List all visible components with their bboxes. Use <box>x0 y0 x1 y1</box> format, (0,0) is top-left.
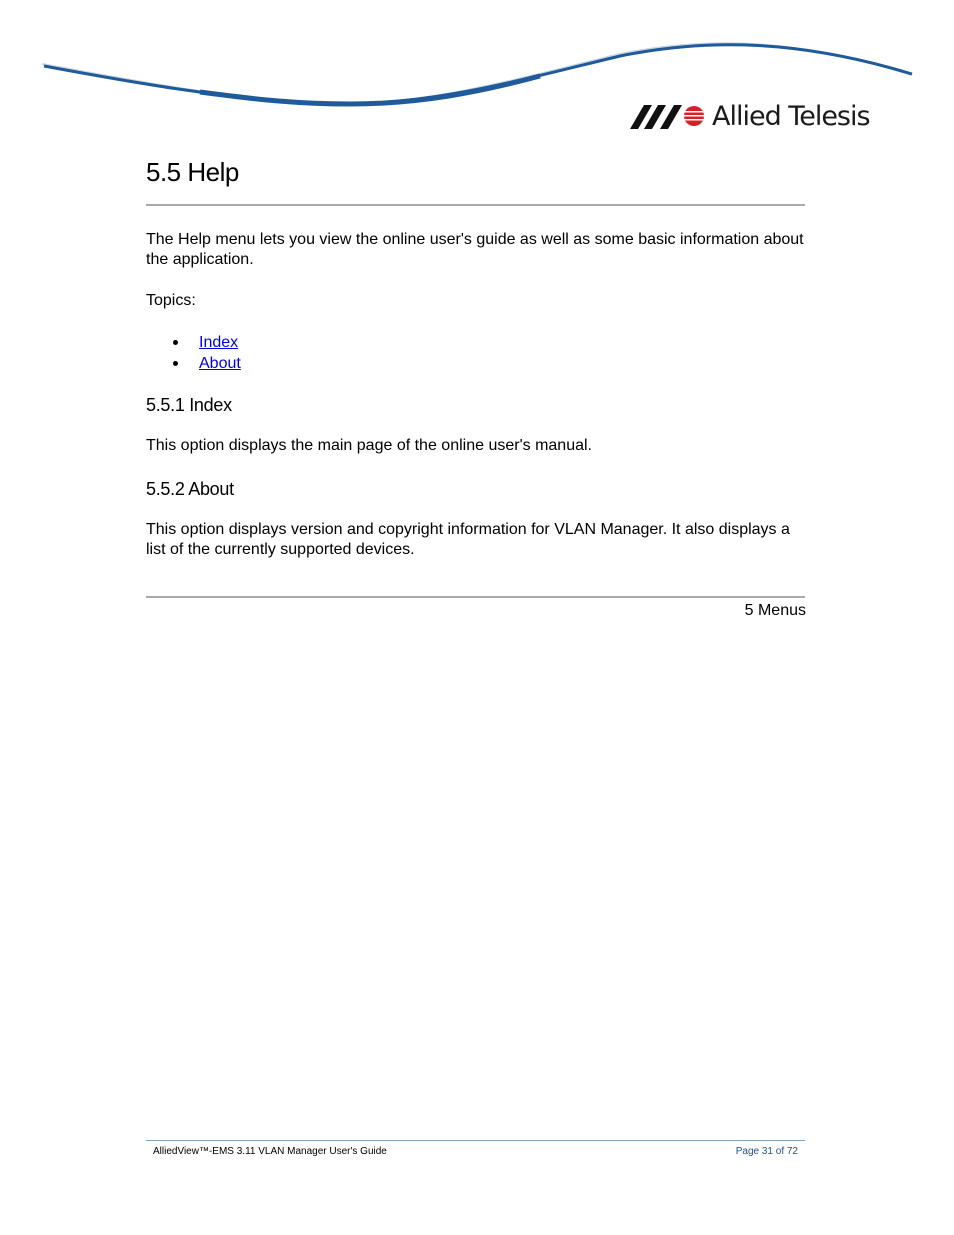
logo-mark-icon <box>630 105 706 129</box>
company-logo <box>630 100 870 134</box>
section-title: 5.5 Help <box>146 157 239 187</box>
bullet-icon <box>173 361 178 366</box>
index-link[interactable]: Index <box>199 334 239 351</box>
footer-doc-title: AlliedView™-EMS 3.11 VLAN Manager User's Guide <box>153 1146 387 1157</box>
bullet-icon <box>173 340 178 345</box>
subsection-title-index: 5.5.1 Index <box>146 395 232 415</box>
list-item <box>146 332 241 353</box>
about-link[interactable]: About <box>199 355 241 372</box>
section-end-divider <box>146 596 805 598</box>
intro-paragraph: The Help menu lets you view the online user's guide as well as some basic information about the application. <box>146 231 804 268</box>
footer-page-number: Page 31 of 72 <box>735 1146 798 1157</box>
footer-divider <box>146 1140 805 1141</box>
topics-label: Topics: <box>146 292 196 309</box>
subsection-body-index: This option displays the main page of the online user's manual. <box>146 437 592 454</box>
topics-list <box>146 332 241 374</box>
subsection-body-about: This option displays version and copyright information for VLAN Manager. It also displays a list of the currently supported devices. <box>146 521 790 558</box>
subsection-title-about: 5.5.2 About <box>146 479 234 499</box>
logo-text: Allied Telesis <box>712 101 870 132</box>
list-item <box>146 353 241 374</box>
title-divider <box>146 204 805 206</box>
chapter-label: 5 Menus <box>744 602 806 619</box>
